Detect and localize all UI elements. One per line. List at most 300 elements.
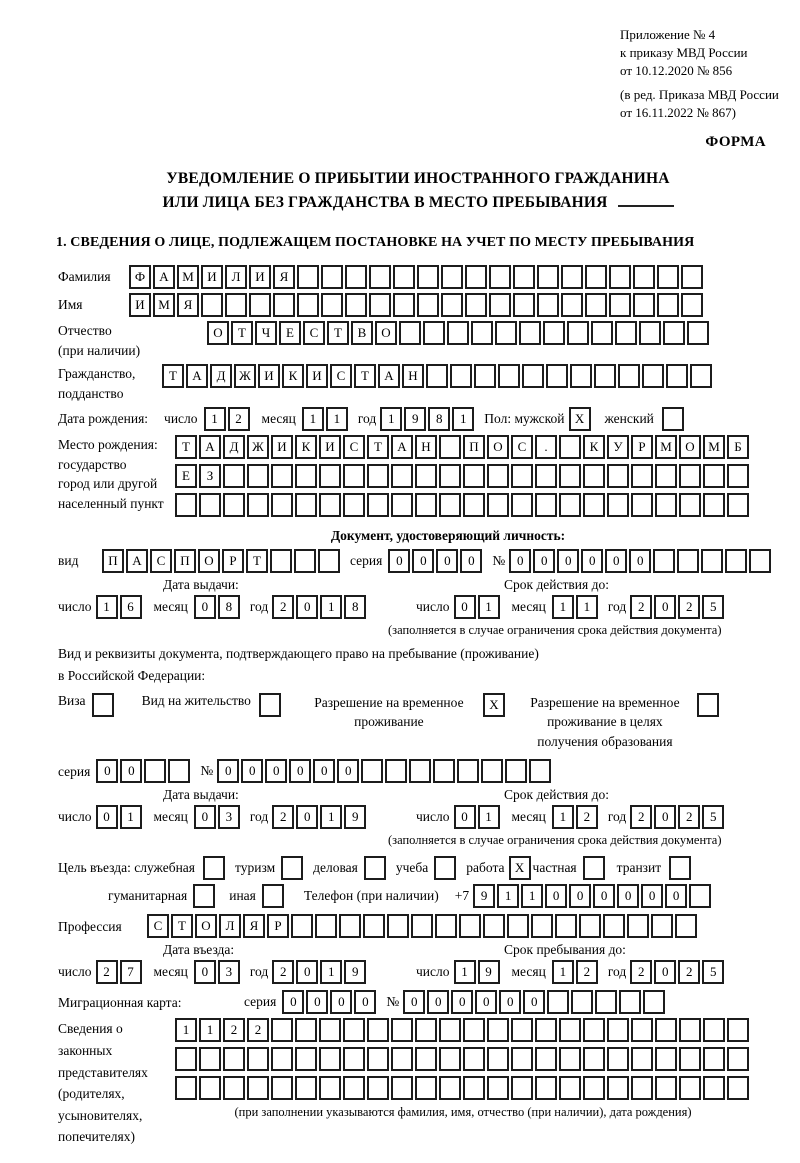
char-cell[interactable]: Ч xyxy=(255,321,277,345)
char-cell[interactable] xyxy=(439,435,461,459)
char-cell[interactable] xyxy=(513,293,535,317)
char-cell[interactable]: П xyxy=(102,549,124,573)
char-cell[interactable]: 1 xyxy=(320,805,342,829)
char-cell[interactable] xyxy=(367,1076,389,1100)
temp-residence-checkbox[interactable] xyxy=(483,693,507,717)
char-cell[interactable] xyxy=(417,293,439,317)
char-cell[interactable] xyxy=(271,464,293,488)
char-cell[interactable]: 5 xyxy=(702,595,724,619)
char-cell[interactable]: Ж xyxy=(247,435,269,459)
birthplace-row3-field[interactable] xyxy=(175,493,751,517)
char-cell[interactable] xyxy=(391,1018,413,1042)
char-cell[interactable]: Б xyxy=(727,435,749,459)
char-cell[interactable]: 1 xyxy=(302,407,324,431)
char-cell[interactable]: 9 xyxy=(404,407,426,431)
char-cell[interactable]: Т xyxy=(354,364,376,388)
char-cell[interactable]: 0 xyxy=(354,990,376,1014)
resident-series-field[interactable] xyxy=(96,759,192,783)
char-cell[interactable] xyxy=(175,1076,197,1100)
char-cell[interactable] xyxy=(439,1076,461,1100)
char-cell[interactable]: Т xyxy=(171,914,193,938)
char-cell[interactable]: 1 xyxy=(497,884,519,908)
sex-female-checkbox[interactable] xyxy=(662,407,686,431)
char-cell[interactable] xyxy=(363,914,385,938)
char-cell[interactable] xyxy=(271,1076,293,1100)
char-cell[interactable]: С xyxy=(150,549,172,573)
char-cell[interactable]: 0 xyxy=(194,960,216,984)
char-cell[interactable] xyxy=(463,1018,485,1042)
char-cell[interactable]: 1 xyxy=(552,805,574,829)
char-cell[interactable]: X xyxy=(569,407,591,431)
char-cell[interactable] xyxy=(535,1076,557,1100)
char-cell[interactable] xyxy=(247,493,269,517)
res-valid-month-field[interactable] xyxy=(552,805,600,829)
char-cell[interactable]: 0 xyxy=(451,990,473,1014)
char-cell[interactable]: Ж xyxy=(234,364,256,388)
char-cell[interactable] xyxy=(663,321,685,345)
char-cell[interactable] xyxy=(677,549,699,573)
char-cell[interactable] xyxy=(531,914,553,938)
char-cell[interactable]: 8 xyxy=(344,595,366,619)
char-cell[interactable] xyxy=(339,914,361,938)
char-cell[interactable] xyxy=(570,364,592,388)
char-cell[interactable] xyxy=(361,759,383,783)
entry-year-field[interactable] xyxy=(272,960,368,984)
char-cell[interactable]: 0 xyxy=(296,595,318,619)
char-cell[interactable]: 0 xyxy=(96,759,118,783)
char-cell[interactable] xyxy=(225,293,247,317)
char-cell[interactable]: 3 xyxy=(218,805,240,829)
char-cell[interactable] xyxy=(463,464,485,488)
char-cell[interactable] xyxy=(727,493,749,517)
char-cell[interactable] xyxy=(703,493,725,517)
char-cell[interactable]: 0 xyxy=(296,960,318,984)
char-cell[interactable] xyxy=(487,1076,509,1100)
char-cell[interactable] xyxy=(689,884,711,908)
char-cell[interactable] xyxy=(294,549,316,573)
char-cell[interactable]: 2 xyxy=(630,595,652,619)
char-cell[interactable] xyxy=(655,464,677,488)
char-cell[interactable] xyxy=(447,321,469,345)
char-cell[interactable] xyxy=(595,990,617,1014)
char-cell[interactable]: И xyxy=(271,435,293,459)
char-cell[interactable] xyxy=(609,265,631,289)
char-cell[interactable] xyxy=(655,493,677,517)
char-cell[interactable] xyxy=(295,464,317,488)
char-cell[interactable]: 1 xyxy=(380,407,402,431)
char-cell[interactable]: М xyxy=(153,293,175,317)
char-cell[interactable] xyxy=(535,464,557,488)
char-cell[interactable] xyxy=(193,884,215,908)
char-cell[interactable] xyxy=(703,1018,725,1042)
char-cell[interactable]: К xyxy=(583,435,605,459)
resident-number-field[interactable] xyxy=(217,759,553,783)
char-cell[interactable] xyxy=(247,1047,269,1071)
purpose-official-checkbox[interactable] xyxy=(203,856,227,880)
char-cell[interactable]: С xyxy=(147,914,169,938)
char-cell[interactable] xyxy=(631,1076,653,1100)
char-cell[interactable] xyxy=(585,293,607,317)
char-cell[interactable] xyxy=(295,1047,317,1071)
char-cell[interactable]: 0 xyxy=(509,549,531,573)
char-cell[interactable]: 0 xyxy=(282,990,304,1014)
char-cell[interactable]: 1 xyxy=(199,1018,221,1042)
char-cell[interactable] xyxy=(441,265,463,289)
char-cell[interactable] xyxy=(619,990,641,1014)
purpose-work-checkbox[interactable] xyxy=(509,856,533,880)
char-cell[interactable] xyxy=(583,1076,605,1100)
purpose-study-checkbox[interactable] xyxy=(434,856,458,880)
char-cell[interactable]: 1 xyxy=(452,407,474,431)
char-cell[interactable] xyxy=(559,464,581,488)
char-cell[interactable] xyxy=(291,914,313,938)
char-cell[interactable] xyxy=(343,493,365,517)
char-cell[interactable] xyxy=(607,1047,629,1071)
char-cell[interactable]: 0 xyxy=(523,990,545,1014)
char-cell[interactable] xyxy=(175,1047,197,1071)
char-cell[interactable] xyxy=(465,293,487,317)
char-cell[interactable] xyxy=(727,464,749,488)
char-cell[interactable] xyxy=(343,464,365,488)
char-cell[interactable] xyxy=(367,1047,389,1071)
char-cell[interactable]: 3 xyxy=(218,960,240,984)
stay-month-field[interactable] xyxy=(552,960,600,984)
char-cell[interactable]: Т xyxy=(327,321,349,345)
char-cell[interactable]: 2 xyxy=(96,960,118,984)
char-cell[interactable] xyxy=(483,914,505,938)
char-cell[interactable]: 6 xyxy=(120,595,142,619)
char-cell[interactable]: Т xyxy=(231,321,253,345)
char-cell[interactable]: 0 xyxy=(654,960,676,984)
char-cell[interactable] xyxy=(223,1076,245,1100)
char-cell[interactable]: 1 xyxy=(552,960,574,984)
doc-type-field[interactable] xyxy=(102,549,342,573)
char-cell[interactable] xyxy=(409,759,431,783)
char-cell[interactable]: 8 xyxy=(218,595,240,619)
char-cell[interactable]: 0 xyxy=(436,549,458,573)
char-cell[interactable] xyxy=(387,914,409,938)
char-cell[interactable]: 1 xyxy=(120,805,142,829)
char-cell[interactable] xyxy=(391,1076,413,1100)
char-cell[interactable] xyxy=(657,293,679,317)
char-cell[interactable] xyxy=(749,549,771,573)
entry-month-field[interactable] xyxy=(194,960,242,984)
char-cell[interactable]: 1 xyxy=(326,407,348,431)
char-cell[interactable] xyxy=(579,914,601,938)
char-cell[interactable] xyxy=(175,493,197,517)
res-valid-day-field[interactable] xyxy=(454,805,502,829)
char-cell[interactable]: О xyxy=(487,435,509,459)
patronymic-field[interactable] xyxy=(207,321,711,345)
char-cell[interactable]: 0 xyxy=(581,549,603,573)
char-cell[interactable]: П xyxy=(174,549,196,573)
char-cell[interactable]: 0 xyxy=(337,759,359,783)
char-cell[interactable]: 0 xyxy=(194,805,216,829)
char-cell[interactable]: 8 xyxy=(428,407,450,431)
char-cell[interactable] xyxy=(487,493,509,517)
char-cell[interactable] xyxy=(367,464,389,488)
char-cell[interactable]: С xyxy=(511,435,533,459)
char-cell[interactable]: Р xyxy=(222,549,244,573)
char-cell[interactable]: 0 xyxy=(306,990,328,1014)
char-cell[interactable] xyxy=(487,464,509,488)
char-cell[interactable]: 2 xyxy=(223,1018,245,1042)
char-cell[interactable]: С xyxy=(330,364,352,388)
char-cell[interactable] xyxy=(439,464,461,488)
char-cell[interactable]: Е xyxy=(279,321,301,345)
char-cell[interactable] xyxy=(319,1076,341,1100)
sex-male-checkbox[interactable] xyxy=(569,407,593,431)
char-cell[interactable] xyxy=(439,1047,461,1071)
migration-number-field[interactable] xyxy=(403,990,667,1014)
char-cell[interactable] xyxy=(415,493,437,517)
char-cell[interactable]: 1 xyxy=(478,595,500,619)
char-cell[interactable]: 0 xyxy=(475,990,497,1014)
char-cell[interactable]: Т xyxy=(175,435,197,459)
char-cell[interactable]: 0 xyxy=(217,759,239,783)
char-cell[interactable] xyxy=(679,1076,701,1100)
char-cell[interactable]: 2 xyxy=(630,805,652,829)
char-cell[interactable] xyxy=(522,364,544,388)
char-cell[interactable]: 0 xyxy=(454,595,476,619)
char-cell[interactable] xyxy=(511,493,533,517)
char-cell[interactable]: 1 xyxy=(320,960,342,984)
char-cell[interactable]: А xyxy=(186,364,208,388)
char-cell[interactable]: 0 xyxy=(96,805,118,829)
char-cell[interactable]: 0 xyxy=(313,759,335,783)
char-cell[interactable]: 0 xyxy=(629,549,651,573)
char-cell[interactable]: Я xyxy=(177,293,199,317)
char-cell[interactable] xyxy=(559,1047,581,1071)
char-cell[interactable] xyxy=(199,1076,221,1100)
char-cell[interactable]: 2 xyxy=(630,960,652,984)
char-cell[interactable]: К xyxy=(295,435,317,459)
char-cell[interactable]: 0 xyxy=(617,884,639,908)
char-cell[interactable]: 0 xyxy=(460,549,482,573)
char-cell[interactable] xyxy=(364,856,386,880)
char-cell[interactable] xyxy=(391,1047,413,1071)
char-cell[interactable] xyxy=(271,1047,293,1071)
char-cell[interactable]: 2 xyxy=(247,1018,269,1042)
char-cell[interactable] xyxy=(295,493,317,517)
char-cell[interactable] xyxy=(519,321,541,345)
char-cell[interactable]: 0 xyxy=(533,549,555,573)
char-cell[interactable] xyxy=(463,1076,485,1100)
surname-field[interactable] xyxy=(129,265,705,289)
char-cell[interactable] xyxy=(345,293,367,317)
char-cell[interactable] xyxy=(450,364,472,388)
id-valid-year-field[interactable] xyxy=(630,595,726,619)
char-cell[interactable]: 0 xyxy=(120,759,142,783)
char-cell[interactable] xyxy=(489,265,511,289)
char-cell[interactable] xyxy=(297,265,319,289)
char-cell[interactable] xyxy=(657,265,679,289)
char-cell[interactable] xyxy=(415,1047,437,1071)
char-cell[interactable]: X xyxy=(509,856,531,880)
char-cell[interactable] xyxy=(687,321,709,345)
char-cell[interactable]: Л xyxy=(225,265,247,289)
char-cell[interactable]: 0 xyxy=(241,759,263,783)
char-cell[interactable]: Д xyxy=(223,435,245,459)
legal-rep-row2-field[interactable] xyxy=(175,1047,751,1071)
char-cell[interactable] xyxy=(631,464,653,488)
char-cell[interactable]: М xyxy=(177,265,199,289)
char-cell[interactable] xyxy=(703,1047,725,1071)
legal-rep-row3-field[interactable] xyxy=(175,1076,751,1100)
char-cell[interactable]: X xyxy=(483,693,505,717)
char-cell[interactable] xyxy=(583,493,605,517)
char-cell[interactable] xyxy=(411,914,433,938)
char-cell[interactable] xyxy=(505,759,527,783)
char-cell[interactable] xyxy=(367,493,389,517)
res-issue-month-field[interactable] xyxy=(194,805,242,829)
char-cell[interactable] xyxy=(321,293,343,317)
char-cell[interactable]: 1 xyxy=(478,805,500,829)
char-cell[interactable] xyxy=(433,759,455,783)
char-cell[interactable] xyxy=(655,1047,677,1071)
char-cell[interactable] xyxy=(559,435,581,459)
char-cell[interactable] xyxy=(727,1047,749,1071)
char-cell[interactable] xyxy=(399,321,421,345)
char-cell[interactable] xyxy=(679,493,701,517)
char-cell[interactable] xyxy=(281,856,303,880)
char-cell[interactable] xyxy=(259,693,281,717)
char-cell[interactable] xyxy=(679,464,701,488)
char-cell[interactable]: М xyxy=(655,435,677,459)
char-cell[interactable]: 0 xyxy=(403,990,425,1014)
char-cell[interactable]: 0 xyxy=(499,990,521,1014)
id-issue-year-field[interactable] xyxy=(272,595,368,619)
char-cell[interactable]: 9 xyxy=(344,805,366,829)
char-cell[interactable] xyxy=(631,1047,653,1071)
char-cell[interactable]: 0 xyxy=(641,884,663,908)
char-cell[interactable] xyxy=(321,265,343,289)
char-cell[interactable]: 2 xyxy=(576,960,598,984)
char-cell[interactable] xyxy=(474,364,496,388)
id-valid-month-field[interactable] xyxy=(552,595,600,619)
char-cell[interactable]: П xyxy=(463,435,485,459)
char-cell[interactable] xyxy=(703,464,725,488)
char-cell[interactable]: 0 xyxy=(654,595,676,619)
char-cell[interactable]: М xyxy=(703,435,725,459)
char-cell[interactable] xyxy=(631,1018,653,1042)
char-cell[interactable] xyxy=(247,464,269,488)
char-cell[interactable]: 0 xyxy=(593,884,615,908)
char-cell[interactable] xyxy=(439,1018,461,1042)
char-cell[interactable]: В xyxy=(351,321,373,345)
char-cell[interactable] xyxy=(343,1018,365,1042)
phone-field[interactable] xyxy=(473,884,713,908)
char-cell[interactable] xyxy=(507,914,529,938)
temp-residence-edu-checkbox[interactable] xyxy=(697,693,721,717)
char-cell[interactable] xyxy=(463,1047,485,1071)
migration-series-field[interactable] xyxy=(282,990,378,1014)
char-cell[interactable]: Т xyxy=(367,435,389,459)
char-cell[interactable]: 1 xyxy=(175,1018,197,1042)
char-cell[interactable] xyxy=(319,464,341,488)
char-cell[interactable] xyxy=(535,1018,557,1042)
char-cell[interactable] xyxy=(223,1047,245,1071)
purpose-transit-checkbox[interactable] xyxy=(669,856,693,880)
char-cell[interactable]: 0 xyxy=(665,884,687,908)
char-cell[interactable]: Н xyxy=(402,364,424,388)
char-cell[interactable]: А xyxy=(378,364,400,388)
char-cell[interactable] xyxy=(271,1018,293,1042)
char-cell[interactable] xyxy=(666,364,688,388)
char-cell[interactable] xyxy=(607,1018,629,1042)
char-cell[interactable] xyxy=(439,493,461,517)
char-cell[interactable] xyxy=(343,1076,365,1100)
purpose-private-checkbox[interactable] xyxy=(583,856,607,880)
char-cell[interactable]: 9 xyxy=(344,960,366,984)
char-cell[interactable]: Е xyxy=(175,464,197,488)
char-cell[interactable] xyxy=(487,1018,509,1042)
char-cell[interactable]: 1 xyxy=(552,595,574,619)
char-cell[interactable] xyxy=(92,693,114,717)
char-cell[interactable] xyxy=(511,1076,533,1100)
char-cell[interactable] xyxy=(631,493,653,517)
char-cell[interactable]: А xyxy=(126,549,148,573)
char-cell[interactable] xyxy=(555,914,577,938)
char-cell[interactable] xyxy=(271,493,293,517)
char-cell[interactable] xyxy=(441,293,463,317)
char-cell[interactable] xyxy=(297,293,319,317)
char-cell[interactable] xyxy=(489,293,511,317)
char-cell[interactable]: Ф xyxy=(129,265,151,289)
char-cell[interactable] xyxy=(369,265,391,289)
char-cell[interactable] xyxy=(463,493,485,517)
char-cell[interactable] xyxy=(559,1018,581,1042)
char-cell[interactable] xyxy=(537,293,559,317)
char-cell[interactable]: Н xyxy=(415,435,437,459)
name-field[interactable] xyxy=(129,293,705,317)
char-cell[interactable]: 0 xyxy=(569,884,591,908)
char-cell[interactable] xyxy=(343,1047,365,1071)
char-cell[interactable]: И xyxy=(306,364,328,388)
char-cell[interactable]: Д xyxy=(210,364,232,388)
char-cell[interactable] xyxy=(607,464,629,488)
char-cell[interactable] xyxy=(679,1018,701,1042)
char-cell[interactable] xyxy=(583,464,605,488)
char-cell[interactable]: И xyxy=(319,435,341,459)
purpose-other-checkbox[interactable] xyxy=(262,884,286,908)
char-cell[interactable] xyxy=(603,914,625,938)
char-cell[interactable]: 1 xyxy=(576,595,598,619)
char-cell[interactable]: 7 xyxy=(120,960,142,984)
char-cell[interactable] xyxy=(487,1047,509,1071)
char-cell[interactable]: 0 xyxy=(194,595,216,619)
char-cell[interactable]: 0 xyxy=(296,805,318,829)
char-cell[interactable]: 0 xyxy=(454,805,476,829)
profession-field[interactable] xyxy=(147,914,699,938)
char-cell[interactable]: Л xyxy=(219,914,241,938)
birth-month-field[interactable] xyxy=(302,407,350,431)
char-cell[interactable]: А xyxy=(199,435,221,459)
char-cell[interactable] xyxy=(627,914,649,938)
char-cell[interactable]: 2 xyxy=(678,805,700,829)
char-cell[interactable] xyxy=(391,464,413,488)
char-cell[interactable] xyxy=(391,493,413,517)
char-cell[interactable] xyxy=(318,549,340,573)
char-cell[interactable]: 9 xyxy=(473,884,495,908)
char-cell[interactable]: 1 xyxy=(521,884,543,908)
char-cell[interactable] xyxy=(249,293,271,317)
char-cell[interactable] xyxy=(498,364,520,388)
char-cell[interactable]: И xyxy=(258,364,280,388)
char-cell[interactable] xyxy=(417,265,439,289)
char-cell[interactable]: Я xyxy=(273,265,295,289)
char-cell[interactable] xyxy=(223,493,245,517)
